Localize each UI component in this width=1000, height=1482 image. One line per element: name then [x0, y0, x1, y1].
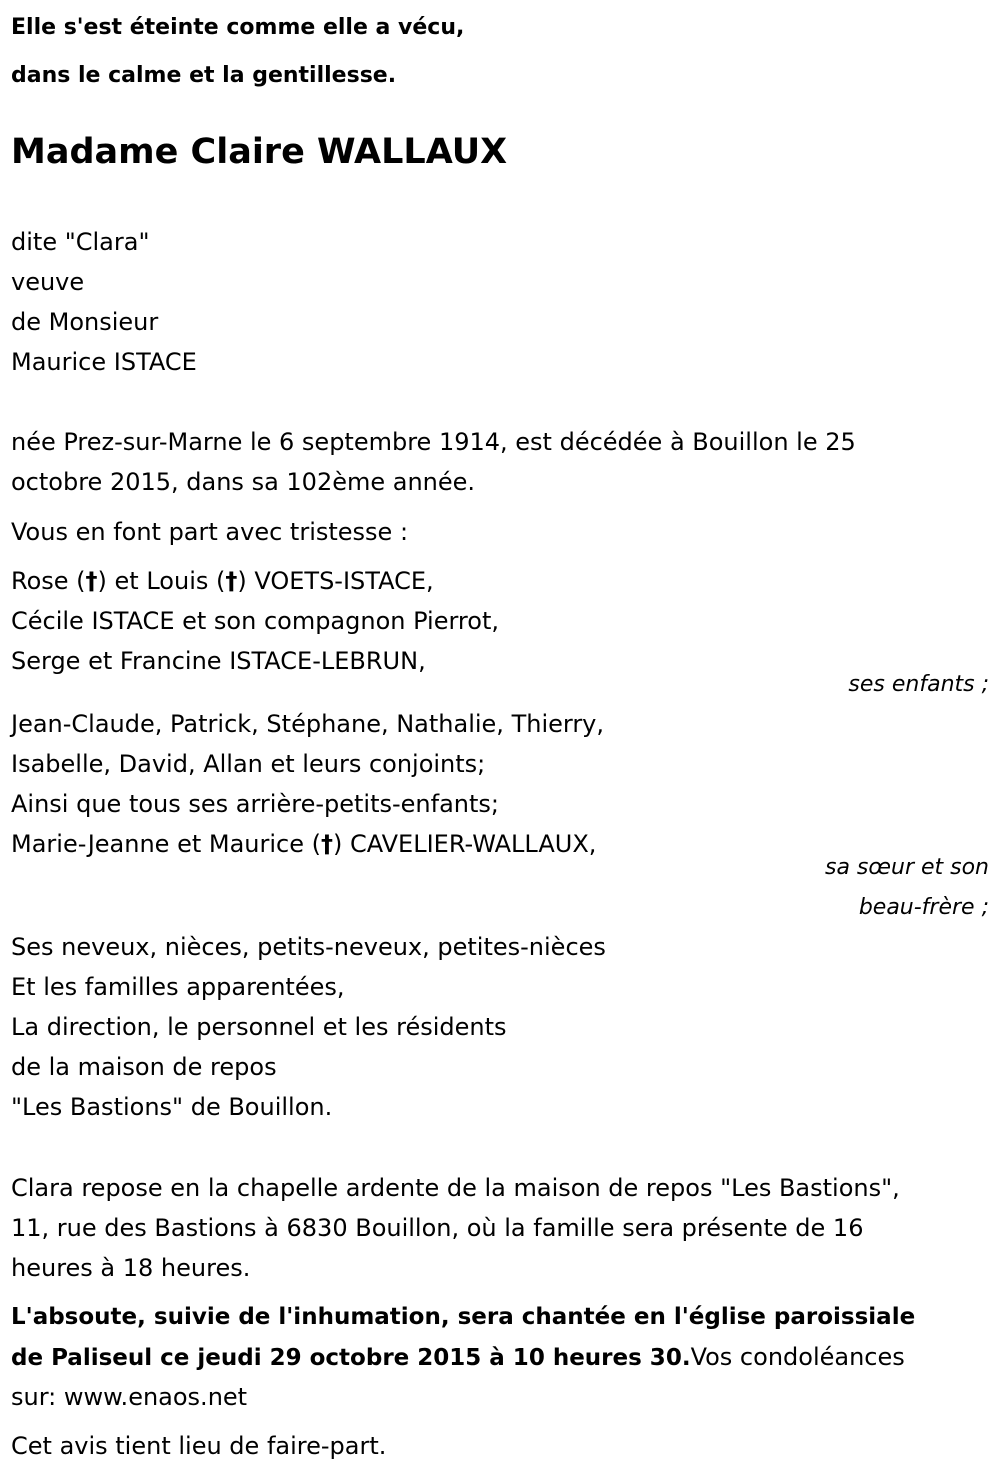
cross-icon: †: [321, 830, 333, 858]
identity-line: veuve: [11, 268, 85, 296]
funeral-line: L'absoute, suivie de l'inhumation, sera chantée en l'église paroissiale: [11, 1304, 916, 1330]
deceased-name: Madame Claire WALLAUX: [11, 132, 508, 172]
children-line: Cécile ISTACE et son compagnon Pierrot,: [11, 607, 499, 635]
identity-line: Maurice ISTACE: [11, 348, 197, 376]
announce-line: Vous en font part avec tristesse :: [11, 518, 409, 546]
others-line: "Les Bastions" de Bouillon.: [11, 1093, 333, 1121]
identity-line: dite "Clara": [11, 228, 150, 256]
epigraph: [11, 4, 991, 100]
grandchildren-line: Jean-Claude, Patrick, Stéphane, Nathalie, Thierry,: [11, 710, 605, 738]
visitation-line: Clara repose en la chapelle ardente de la maison de repos "Les Bastions",: [11, 1174, 900, 1202]
others-line: Ses neveux, nièces, petits-neveux, petites-nièces: [11, 933, 606, 961]
sister-label-block: [11, 848, 991, 928]
closing-line: Cet avis tient lieu de faire-part.: [11, 1432, 387, 1460]
grandchildren-block: [11, 704, 991, 864]
sister-line: Marie-Jeanne et Maurice (†) CAVELIER-WALLAUX,: [11, 830, 597, 858]
identity-block: [11, 222, 991, 382]
announce: [11, 512, 991, 552]
children-label: ses enfants ;: [848, 672, 989, 697]
visitation-line: heures à 18 heures.: [11, 1254, 251, 1282]
visitation-block: [11, 1168, 991, 1288]
birth-death-block: [11, 422, 991, 502]
funeral-line: de Paliseul ce jeudi 29 octobre 2015 à 10 heures 30.Vos condoléances: [11, 1343, 905, 1371]
grandchildren-line: Ainsi que tous ses arrière-petits-enfants;: [11, 790, 499, 818]
visitation-line: 11, rue des Bastions à 6830 Bouillon, où la famille sera présente de 16: [11, 1214, 864, 1242]
birth-death-line: octobre 2015, dans sa 102ème année.: [11, 468, 476, 496]
grandchildren-line: Isabelle, David, Allan et leurs conjoints;: [11, 750, 486, 778]
funeral-block: [11, 1297, 991, 1417]
cross-icon: †: [85, 567, 98, 595]
closing-block: [11, 1426, 991, 1466]
sister-label: beau-frère ;: [858, 895, 989, 920]
children-label-block: [11, 665, 991, 705]
children-line: Rose (†) et Louis (†) VOETS-ISTACE,: [11, 567, 434, 595]
others-block: [11, 927, 991, 1127]
children-line: Serge et Francine ISTACE-LEBRUN,: [11, 647, 426, 675]
epigraph-line: dans le calme et la gentillesse.: [11, 63, 397, 88]
epigraph-line: Elle s'est éteinte comme elle a vécu,: [11, 15, 465, 40]
cross-icon: †: [225, 567, 238, 595]
birth-death-line: née Prez-sur-Marne le 6 septembre 1914, est décédée à Bouillon le 25: [11, 428, 856, 456]
children-block: [11, 561, 991, 681]
others-line: de la maison de repos: [11, 1053, 277, 1081]
identity-line: de Monsieur: [11, 308, 159, 336]
others-line: La direction, le personnel et les résidents: [11, 1013, 507, 1041]
others-line: Et les familles apparentées,: [11, 973, 345, 1001]
condolences-site: sur: www.enaos.net: [11, 1383, 248, 1411]
sister-label: sa sœur et son: [824, 855, 989, 880]
